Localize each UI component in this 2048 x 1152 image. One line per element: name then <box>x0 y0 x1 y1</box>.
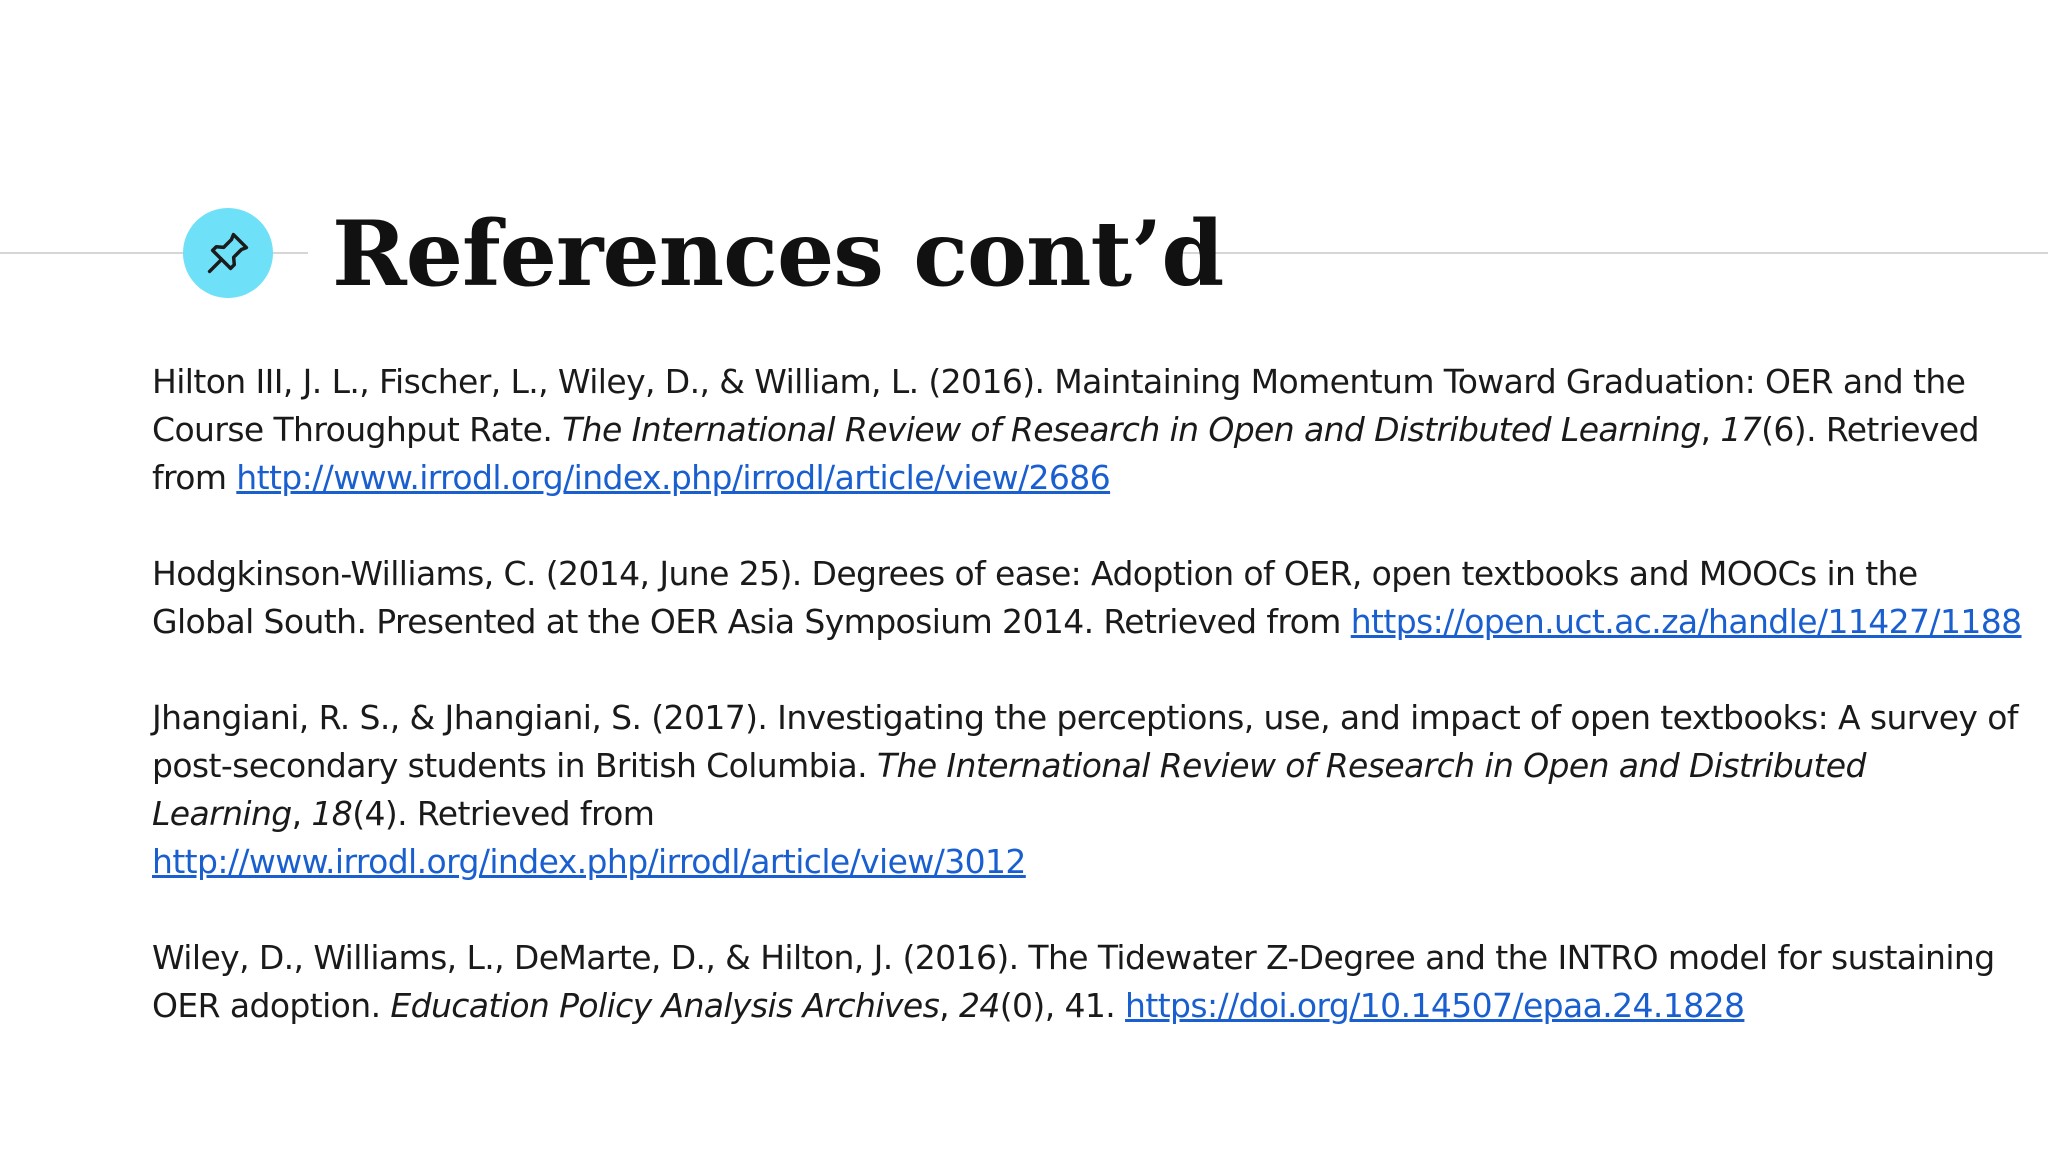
reference-link[interactable]: https://open.uct.ac.za/handle/11427/1188 <box>1350 602 2022 641</box>
reference-entry <box>152 550 2022 646</box>
reference-entry <box>152 694 2022 886</box>
page-title: References cont’d <box>332 201 1224 307</box>
reference-separator: , <box>291 794 312 833</box>
reference-journal: Education Policy Analysis Archives <box>390 986 940 1025</box>
pushpin-icon <box>183 208 273 298</box>
reference-entry <box>152 934 2022 1030</box>
reference-link[interactable]: http://www.irrodl.org/index.php/irrodl/article/view/2686 <box>236 458 1111 497</box>
reference-link[interactable]: https://doi.org/10.14507/epaa.24.1828 <box>1125 986 1745 1025</box>
reference-volume: 17 <box>1720 410 1762 449</box>
title-rule-right <box>1178 252 2048 254</box>
reference-issue: (0), 41. <box>999 986 1126 1025</box>
reference-issue: (4). Retrieved from <box>352 794 655 833</box>
reference-journal: The International Review of Research in Open and Distributed Learning <box>152 746 1866 833</box>
reference-list <box>152 358 2022 1078</box>
reference-volume: 24 <box>958 986 1000 1025</box>
reference-text: Jhangiani, R. S., & Jhangiani, S. (2017). Investigating the perceptions, use, and impact of open textbooks: A survey of post-secondary students in British Columbia. <box>152 698 2018 785</box>
reference-volume: 18 <box>311 794 353 833</box>
reference-journal: The International Review of Research in Open and Distributed Learning <box>562 410 1701 449</box>
reference-entry <box>152 358 2022 502</box>
reference-link[interactable]: http://www.irrodl.org/index.php/irrodl/article/view/3012 <box>152 842 1026 881</box>
reference-text: Wiley, D., Williams, L., DeMarte, D., & Hilton, J. (2016). The Tidewater Z-Degree and the INTRO model for sustaining OER adoption. <box>152 938 1995 1025</box>
reference-separator: , <box>939 986 959 1025</box>
reference-separator: , <box>1700 410 1721 449</box>
reference-issue: (6). Retrieved from <box>152 410 1979 497</box>
reference-text: Hilton III, J. L., Fischer, L., Wiley, D., & William, L. (2016). Maintaining Momentum Toward Graduation: OER and the Course Throughput Rate. <box>152 362 1966 449</box>
reference-text: Hodgkinson-Williams, C. (2014, June 25). Degrees of ease: Adoption of OER, open textbooks and MOOCs in the Global South. Presented at the OER Asia Symposium 2014. Retrieved from <box>152 554 1918 641</box>
